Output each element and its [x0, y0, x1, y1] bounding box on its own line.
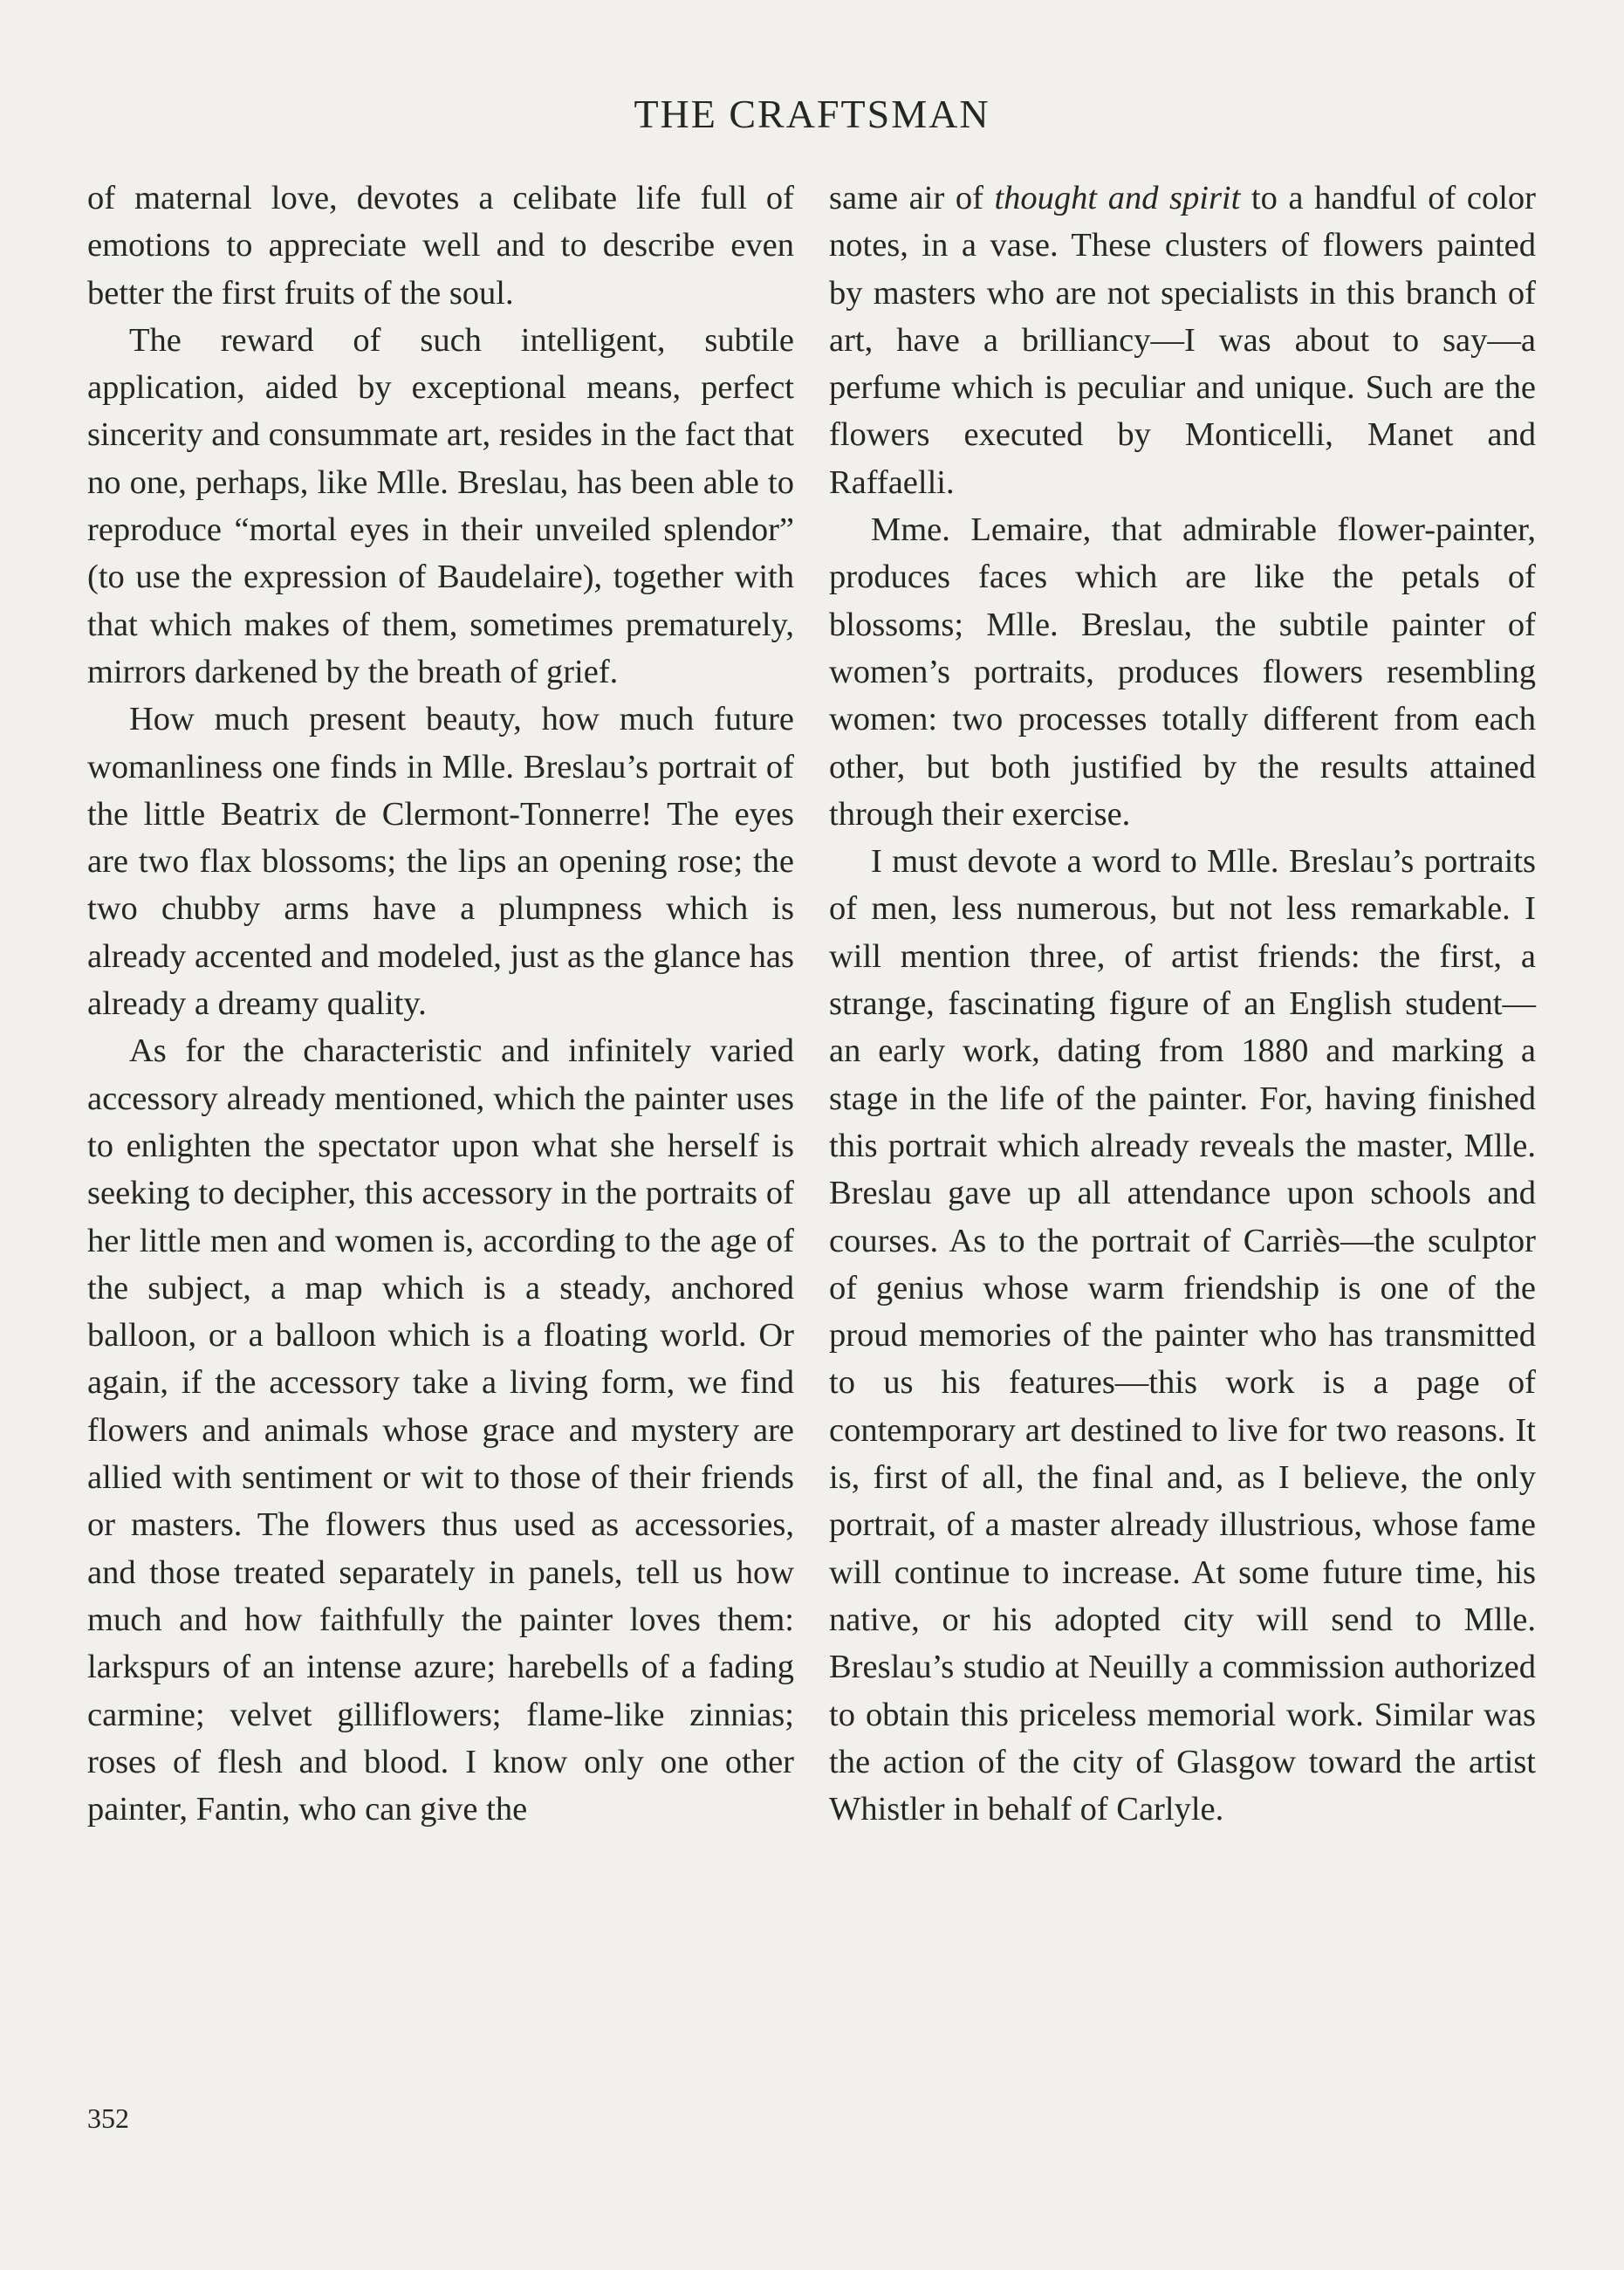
paragraph: I must devote a word to Mlle. Breslau’s portraits of men, less numerous, but not less remarkable. I will mention three, of artist friends: the first, a strange, fascinating figure of an English student—an early work, dating from 1880 and marking a stage in the life of the painter. For, having finished this portrait which already reveals the master, Mlle. Breslau gave up all attendance upon schools and courses. As to the portrait of Carriès—the sculptor of genius whose warm friendship is one of the proud memories of the painter who has transmitted to us his features—this work is a page of contemporary art destined to live for two reasons. It is, first of all, the final and, as I believe, the only portrait, of a master already illustrious, whose fame will continue to increase. At some future time, his native, or his adopted city will send to Mlle. Breslau’s studio at Neuilly a commission authorized to obtain this priceless memorial work. Similar was the action of the city of Glasgow toward the artist Whistler in behalf of Carlyle. — [829, 843, 1536, 1828]
left-column — [87, 175, 794, 1833]
right-column — [829, 175, 1536, 1833]
paragraph — [829, 175, 1536, 506]
emphasis-text: thought and spirit — [994, 180, 1241, 216]
paragraph: How much present beauty, how much future womanliness one finds in Mlle. Breslau’s portrait of the little Beatrix de Clermont-Tonnerre! The eyes are two flax blossoms; the lips an opening rose; the two chubby arms have a plumpness which is already accented and modeled, just as the glance has already a dreamy quality. — [87, 701, 794, 1023]
paragraph: Mme. Lemaire, that admirable flower-painter, produces faces which are like the petals of blossoms; Mlle. Breslau, the subtile painter of women’s portraits, produces flowers resembling women: two processes totally different from each other, but both justified by the results attained through their exercise. — [829, 511, 1536, 833]
paragraph: As for the characteristic and infinitely varied accessory already mentioned, which the painter uses to enlighten the spectator upon what she herself is seeking to decipher, this accessory in the portraits of her little men and women is, according to the age of the subject, a map which is a steady, anchored balloon, or a balloon which is a floating world. Or again, if the accessory take a living form, we find flowers and animals whose grace and mystery are allied with sentiment or wit to those of their friends or masters. The flowers thus used as accessories, and those treated separately in panels, tell us how much and how faithfully the painter loves them: larkspurs of an intense azure; harebells of a fading carmine; velvet gilliflowers; flame-like zinnias; roses of flesh and blood. I know only one other painter, Fantin, who can give the — [87, 1032, 794, 1828]
paragraph: The reward of such intelligent, subtile application, aided by exceptional means, perfect sincerity and consummate art, resides in the fact that no one, perhaps, like Mlle. Breslau, has been able to reproduce “mortal eyes in their unveiled splendor” (to use the expression of Baudelaire), together with that which makes of them, sometimes prematurely, mirrors darkened by the breath of grief. — [87, 321, 794, 690]
running-header: THE CRAFTSMAN — [634, 92, 990, 136]
paragraph-text: to a handful of color notes, in a vase. These clusters of flowers painted by masters who are not specialists in this branch of art, have a brilliancy—I was about to say—a perfume which is peculiar and unique. Such are the flowers executed by Monticelli, Manet and Raffaelli. — [829, 180, 1536, 501]
page-number: 352 — [87, 2102, 129, 2134]
paragraph-text: same air of — [829, 180, 995, 216]
paragraph: of maternal love, devotes a celibate life full of emotions to appreciate well and to describe even better the first fruits of the soul. — [87, 180, 794, 312]
